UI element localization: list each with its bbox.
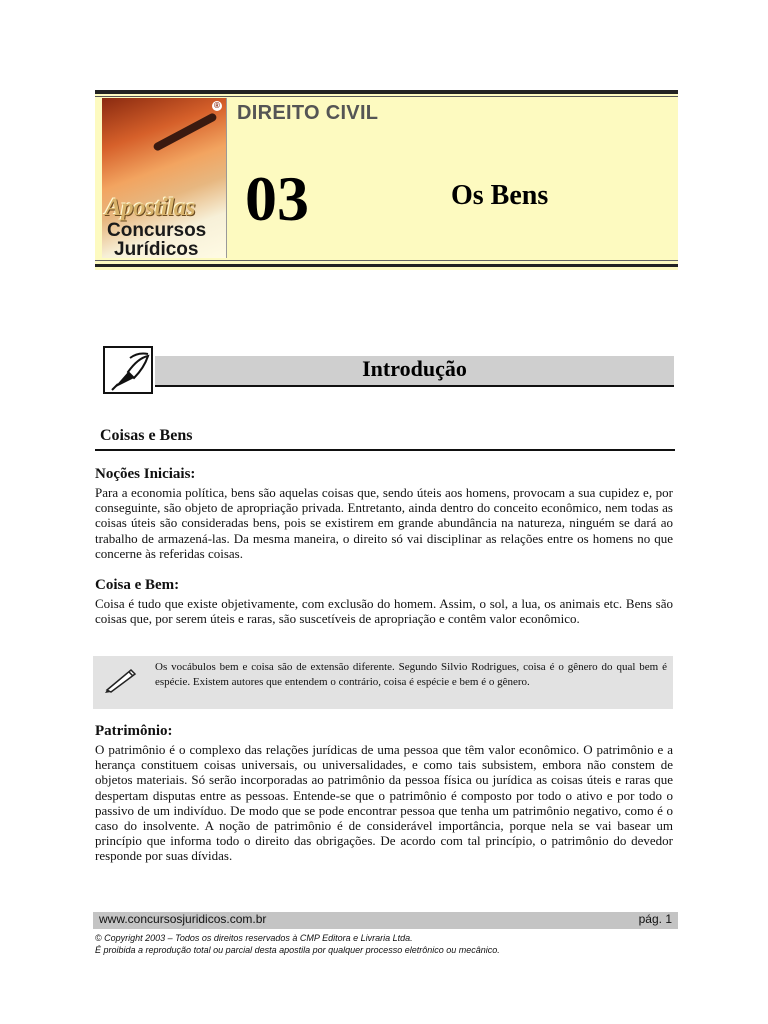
apostilas-logo <box>102 98 227 258</box>
footer-bar <box>93 912 678 929</box>
footer-url-link[interactable]: www.concursosjuridicos.com.br <box>99 912 267 926</box>
fountain-pen-icon <box>152 112 218 152</box>
patrimonio-text: O patrimônio é o complexo das relações jurídicas de uma pessoa que têm valor econômico. O patrimônio e a herança constituem coisas universais, ou universalidades, e como tais subsistem, embora não constem de objetos materiais. Só serão incorporadas ao patrimônio da pessoa física ou jurídica as coisas úteis e raras que despertam disputas entre as pessoas. Entende-se que o patrimônio é composto por todo o ativo e por todo o passivo de um indivíduo. De modo que se pode encontrar pessoa que tenha um patrimônio negativo, como é o caso do insolvente. A noção de patrimônio é de considerável importância, porque nela se vai basear um princípio que informa todo o direito das obrigações. De acordo com tal princípio, o patrimônio do devedor responde por suas dívidas. <box>95 742 673 864</box>
section-title: Introdução <box>362 356 467 381</box>
pen-icon <box>103 664 139 699</box>
header-bottom-rule <box>95 264 678 267</box>
coisa-e-bem-text: Coisa é tudo que existe objetivamente, com exclusão do homem. Assim, o sol, a lua, os animais etc. Bens são coisas que, por serem úteis e raras, são suscetíveis de apropriação e contêm valor econômico. <box>95 596 673 627</box>
section-header-bar <box>155 356 674 387</box>
logo-word-juridicos: Jurídicos <box>114 239 199 258</box>
registered-mark: ® <box>212 101 222 111</box>
nocoes-iniciais-heading: Noções Iniciais: <box>95 466 196 482</box>
subsection-rule <box>95 449 675 451</box>
chapter-number: 03 <box>245 163 309 234</box>
nocoes-iniciais-text: Para a economia política, bens são aquelas coisas que, sendo úteis aos homens, provocam a sua cupidez e, por conseguinte, são objeto de apropriação privada. Entretanto, ainda dentro do conceito econômico, nem todas as coisas úteis são consideradas bens, pois se existirem em grande abundância na natureza, ninguém se dará ao trabalho de armazená-las. Da mesma maneira, o direito só vai disciplinar as relações entre os homens no que concerne às referidas coisas. <box>95 485 673 561</box>
subject-title: DIREITO CIVIL <box>237 102 379 124</box>
logo-word-concursos: Concursos <box>107 220 207 241</box>
coisa-e-bem-heading: Coisa e Bem: <box>95 577 180 593</box>
page-number: pág. 1 <box>638 912 672 926</box>
header-top-rule <box>95 90 678 94</box>
document-header <box>95 90 678 270</box>
logo-word-apostilas: Apostilas <box>105 194 195 221</box>
copyright-line-2: É proibida a reprodução total ou parcial desta apostila por qualquer processo eletrônico ou mecânico. <box>95 945 500 955</box>
header-bottom-rule-thin <box>95 260 678 261</box>
header-top-rule-thin <box>95 96 678 97</box>
quill-pen-icon <box>103 346 153 394</box>
copyright-notice <box>95 932 500 956</box>
note-text: Os vocábulos bem e coisa são de extensão diferente. Segundo Silvio Rodrigues, coisa é o gênero do qual bem é espécie. Existem autores que entendem o contrário, coisa é espécie e bem é o gênero. <box>155 661 667 688</box>
chapter-title: Os Bens <box>451 180 549 211</box>
note-box <box>93 656 673 709</box>
copyright-line-1: © Copyright 2003 – Todos os direitos reservados à CMP Editora e Livraria Ltda. <box>95 933 413 943</box>
patrimonio-heading: Patrimônio: <box>95 723 173 739</box>
subsection-title: Coisas e Bens <box>100 427 193 444</box>
